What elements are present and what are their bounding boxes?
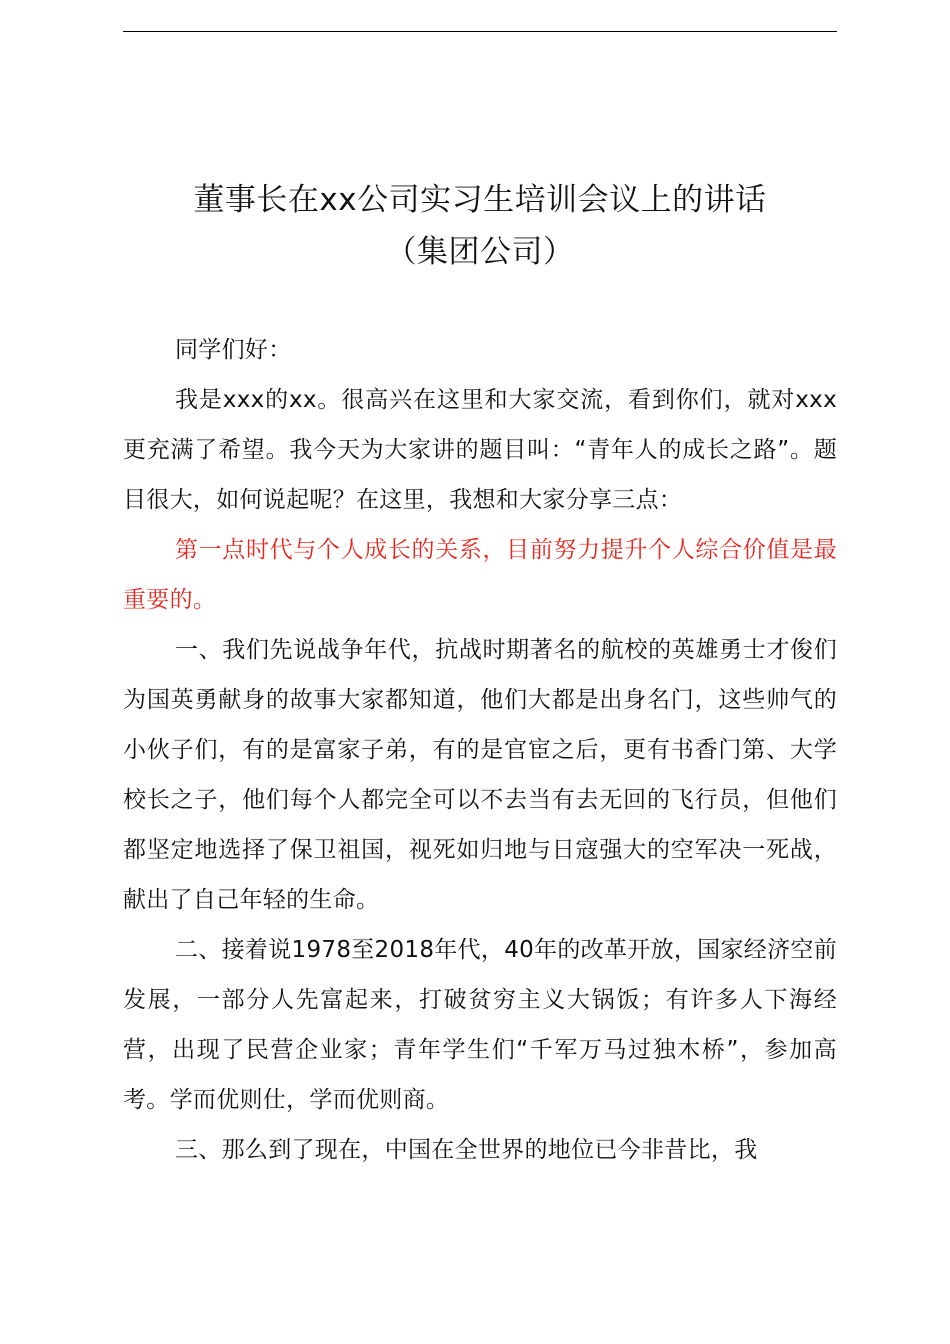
point-three-paragraph: 三、那么到了现在，中国在全世界的地位已今非昔比，我 [175, 1137, 758, 1163]
document-body [123, 325, 837, 1175]
title-line-1: 董事长在xx公司实习生培训会议上的讲话 [193, 182, 767, 218]
header-rule [123, 31, 837, 32]
point-one-paragraph: 一、我们先说战争年代，抗战时期著名的航校的英雄勇士才俊们为国英勇献身的故事大家都知道，他们大都是出身名门，这些帅气的小伙子们，有的是富家子弟，有的是官宦之后，更有书香门第、大学校长之子，他们每个人都完全可以不去当有去无回的飞行员，但他们都坚定地选择了保卫祖国，视死如归地与日寇强大的空军决一死战，献出了自己年轻的生命。 [123, 637, 837, 913]
highlight-paragraph: 第一点时代与个人成长的关系，目前努力提升个人综合价值是最重要的。 [123, 537, 837, 613]
document-title [100, 174, 860, 278]
intro-paragraph: 我是xxx的xx。很高兴在这里和大家交流，看到你们，就对xxx更充满了希望。我今天为大家讲的题目叫：“青年人的成长之路”。题目很大，如何说起呢？在这里，我想和大家分享三点： [123, 387, 837, 513]
point-two-paragraph: 二、接着说1978至2018年代，40年的改革开放，国家经济空前发展，一部分人先富起来，打破贫穷主义大锅饭；有许多人下海经营，出现了民营企业家；青年学生们“千军万马过独木桥”，参加高考。学而优则仕，学而优则商。 [123, 937, 837, 1113]
title-line-2: （集团公司） [385, 234, 575, 270]
greeting-paragraph: 同学们好： [175, 337, 292, 363]
